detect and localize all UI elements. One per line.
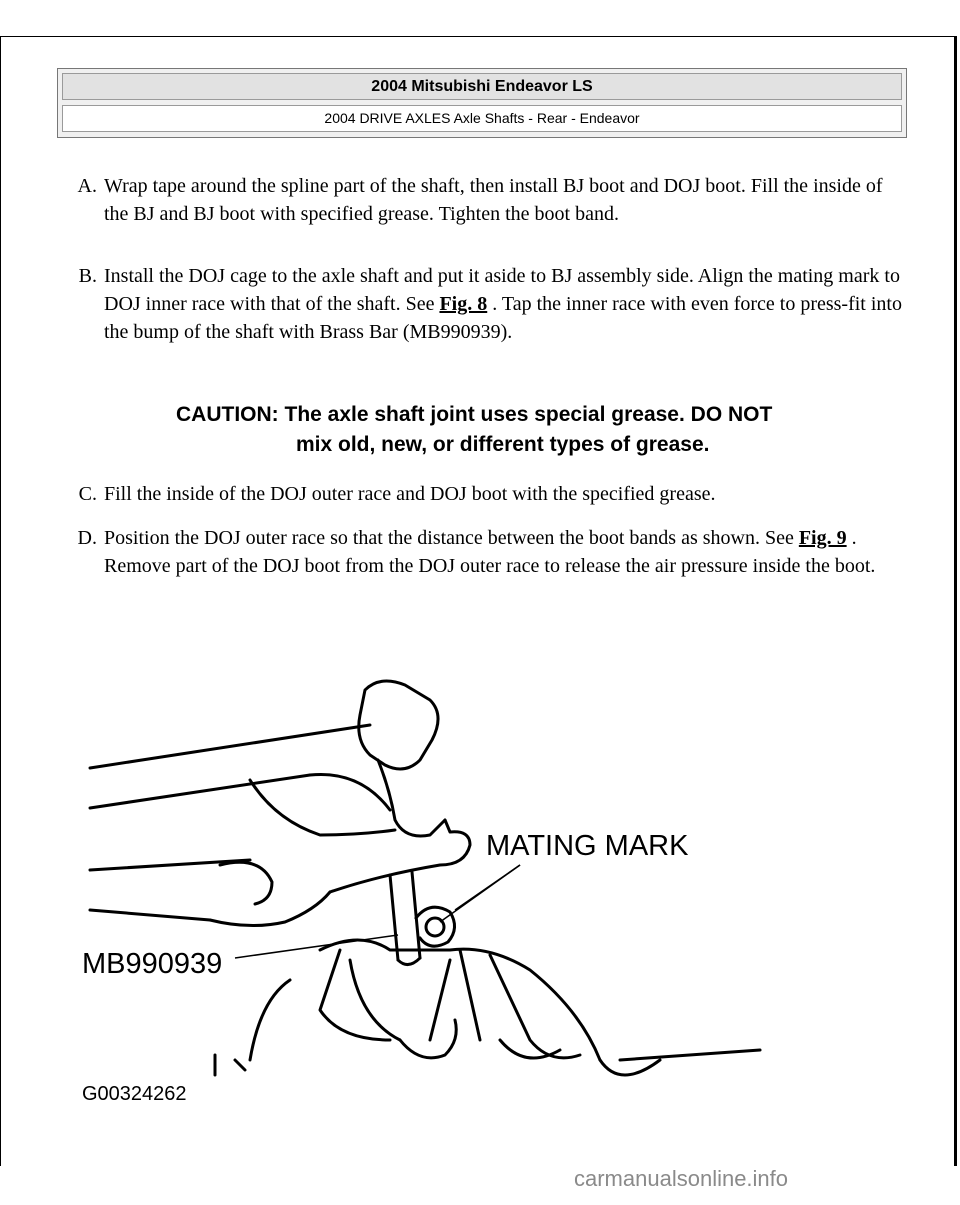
caution-line-2: mix old, new, or different types of grease.	[296, 433, 710, 456]
document-header	[57, 68, 907, 138]
header-title: 2004 Mitsubishi Endeavor LS	[62, 73, 902, 100]
label-tool-number: MB990939	[82, 948, 223, 980]
step-letter: B.	[78, 265, 97, 287]
label-mating-mark: MATING MARK	[486, 830, 689, 862]
step-text: Fill the inside of the DOJ outer race and DOJ boot with the specified grease.	[104, 483, 716, 505]
label-figure-code: G00324262	[82, 1083, 187, 1105]
step-letter: A.	[77, 175, 97, 197]
step-text-part: . Tap the inner race with even force to press-fit into the bump of the shaft with Brass Bar (MB990939).	[104, 293, 902, 343]
caution-note	[176, 400, 896, 460]
fig-9-link[interactable]: Fig. 9	[798, 527, 847, 549]
step-text-part: Install the DOJ cage to the axle shaft and put it aside to BJ assembly side. Align the mating mark to DOJ inner race with that of the shaft. See	[104, 265, 900, 315]
step-text-part: Position the DOJ outer race so that the distance between the boot bands as shown. See	[104, 527, 799, 549]
header-subtitle: 2004 DRIVE AXLES Axle Shafts - Rear - Endeavor	[62, 105, 902, 132]
fig-8-link[interactable]: Fig. 8	[439, 293, 488, 315]
step-text-part: . Remove part of the DOJ boot from the DOJ outer race to release the air pressure inside the boot.	[104, 527, 876, 577]
step-letter: C.	[78, 483, 97, 505]
step-text	[104, 524, 904, 580]
step-text	[104, 262, 904, 346]
step-text: Wrap tape around the spline part of the shaft, then install BJ boot and DOJ boot. Fill the inside of the BJ and BJ boot with specified grease. Tighten the boot band.	[104, 175, 883, 225]
caution-line-1: CAUTION: The axle shaft joint uses special grease. DO NOT	[176, 403, 773, 426]
illustration-drawing	[60, 660, 780, 1130]
step-letter: D.	[77, 527, 97, 549]
illustration	[60, 660, 780, 1130]
watermark: carmanualsonline.info	[574, 1166, 789, 1191]
